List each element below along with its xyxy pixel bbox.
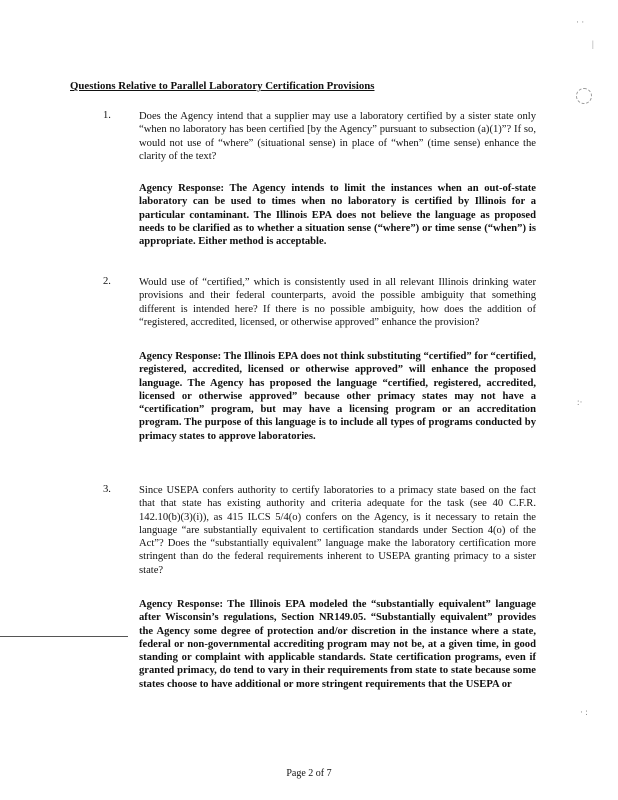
section-heading: Questions Relative to Parallel Laboratory Certification Provisions xyxy=(70,80,375,92)
scan-artifact-dots: · : xyxy=(580,707,588,717)
scan-artifact-dots: · · xyxy=(576,17,585,27)
scan-margin-line xyxy=(0,636,128,637)
item-2-response: Agency Response: The Illinois EPA does not think substituting “certified” for “certified, registered, accredited, licensed or otherwise approved” will enhance the proposed language. The Agency has proposed the language “certified, registered, accredited, licensed or otherwise approved” because other primacy states may not have a “certification” program, but may have a licensing program or an accreditation program. The purpose of this language is to include all types of programs conducted by primacy states to approve laboratories. xyxy=(139,351,536,442)
item-2-number: 2. xyxy=(103,276,111,287)
scan-artifact-dots: :· xyxy=(577,397,583,407)
item-1-response: Agency Response: The Agency intends to limit the instances when an out-of-state laboratory can be used to times when no laboratory is certified by Illinois for a particular contaminant. The Illinois EPA does not believe the language as proposed needs to be clarified as to whether a situation sense (“where”) or time sense (“when”) is appropriate. Either method is acceptable. xyxy=(139,183,536,248)
item-2-question: Would use of “certified,” which is consistently used in all relevant Illinois drinking water provisions and their federal counterparts, avoid the possible ambiguity that something different is intended here? If there is no possible ambiguity, how does the addition of “registered, accredited, licensed, or otherwise approved” enhance the provision? xyxy=(139,277,536,328)
punch-hole-mark xyxy=(576,88,592,104)
scan-artifact-tick: | xyxy=(592,39,594,49)
page-number: Page 2 of 7 xyxy=(286,768,332,779)
item-3-question: Since USEPA confers authority to certify laboratories to a primacy state based on the fact that that state has existing authority and criteria adequate for the task (see 40 C.F.R. 142.10(b)(3)(i)), as 415 ILCS 5/4(o) confers on the Agency, is it necessary to retain the language “are substantially equivalent to certification standards under Section 4(o) of the Act”? Does the “substantially equivalent” language make the laboratory certification more stringent than do the federal requirements inherent to USEPA granting primacy to a sister state? xyxy=(139,485,536,576)
item-1-question: Does the Agency intend that a supplier may use a laboratory certified by a sister state only “when no laboratory has been certified [by the Agency” pursuant to subsection (a)(1)”? If so, would not use of “where” (situational sense) in place of “when” (time sense) enhance the clarity of the text? xyxy=(139,111,536,162)
item-3-response: Agency Response: The Illinois EPA modeled the “substantially equivalent” language after Wisconsin’s regulations, Section NR149.05. “Substantially equivalent” provides the Agency some degree of protection and/or discretion in the instance where a state, federal or non-governmental accrediting program may not be, at a given time, in good standing or complaint with applicable standards. State certification programs, even if granted primacy, do tend to vary in their requirements from state to state because some states choose to have additional or more stringent requirements that the USEPA or xyxy=(139,599,536,690)
item-1-number: 1. xyxy=(103,110,111,121)
item-3-number: 3. xyxy=(103,484,111,495)
